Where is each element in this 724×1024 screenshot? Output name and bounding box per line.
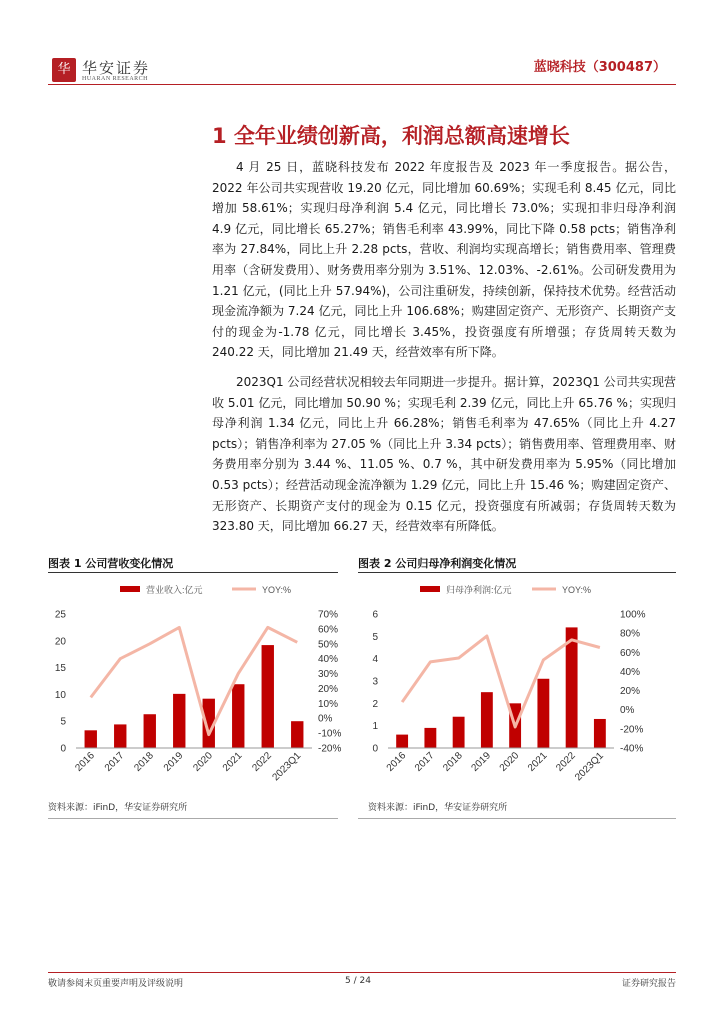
y2-axis-tick-label: 20% xyxy=(620,686,641,698)
x-axis-tick-label: 2023Q1 xyxy=(270,750,304,784)
legend-swatch-bar xyxy=(120,586,140,592)
y2-axis-tick-label: 100% xyxy=(620,609,646,621)
paragraph-annual: 4 月 25 日，蓝晓科技发布 2022 年度报告及 2023 年一季度报告。据公告，2022 年公司共实现营收 19.20 亿元，同比增加 60.69%；实现毛利 8.45 亿元，同比增加 58.61%；实现归母净利润 5.4 亿元，同比增长 73.0%；实现扣非归母净利润 4.9 亿元，同比增长 65.27%；销售毛利率 43.99%，同比下降 0.58 pcts；销售净利率为 27.84%，同比上升 2.28 pcts，营收、利润均实现高增长；销售费用率、管理费用率（含研发费用）、财务费用率分别为 3.51%、12.03%、-2.61%。公司研发费用为 1.21 亿元，(同比上升 57.94%)，公司注重研发，持续创新，保持技术优势。经营活动现金流净额为 7.24 亿元，同比上升 106.68%；购建固定资产、无形资产、长期资产支付的现金为-1.78 亿元，同比增长 3.45%，投资强度有所增强；存货周转天数为 240.22 天，同比增加 21.49 天，经营效率有所下降。 xyxy=(212,160,676,360)
footer-report-type: 证券研究报告 xyxy=(621,979,676,989)
y2-axis-tick-label: 80% xyxy=(620,628,641,640)
figure-2-bottom-rule xyxy=(358,818,676,819)
x-axis-tick-label: 2016 xyxy=(73,750,97,774)
logo-name: 华安证券 xyxy=(82,59,151,77)
y2-axis-tick-label: -40% xyxy=(620,743,644,755)
y-axis-tick-label: 4 xyxy=(372,654,378,666)
bar xyxy=(173,694,185,748)
net-profit-chart xyxy=(356,576,676,796)
y-axis-tick-label: 0 xyxy=(372,743,378,755)
paragraph-q1: 2023Q1 公司经营状况相较去年同期进一步提升。据计算，2023Q1 公司共实现营收 5.01 亿元，同比增加 50.90 %；实现毛利 2.39 亿元，同比上升 65.76 %；实现归母净利润 1.34 亿元，同比上升 66.28%；销售毛利率为 47.65%（同比上升 4.27 pcts）；销售净利率为 27.05 %（同比上升 3.34 pcts）；销售费用率、管理费用率、财务费用率分别为 3.44 %、11.05 %、0.7 %，其中研发费用率为 5.95%（同比增加 0.53 pcts）；经营活动现金流净额为 1.29 亿元，同比上升 15.46 %；购建固定资产、无形资产、长期资产支付的现金为 0.15 亿元，投资强度有所减弱；存货周转天数为 323.80 天，同比增加 66.27 天，经营效率有所降低。 xyxy=(212,375,676,534)
y2-axis-tick-label: 0% xyxy=(620,705,635,717)
y2-axis-tick-label: 60% xyxy=(318,624,339,636)
bar xyxy=(144,714,156,748)
y-axis-tick-label: 10 xyxy=(54,689,66,701)
figure-1-bottom-rule xyxy=(48,818,338,819)
x-axis-tick-label: 2017 xyxy=(102,750,127,774)
section-title: 1 全年业绩创新高，利润总额高速增长 xyxy=(212,124,570,148)
x-axis-tick-label: 2021 xyxy=(525,750,550,774)
logo-english: HUARAN RESEARCH xyxy=(82,76,149,82)
y-axis-tick-label: 20 xyxy=(54,636,66,648)
x-axis-tick-label: 2019 xyxy=(469,750,493,774)
y2-axis-tick-label: 10% xyxy=(318,698,339,710)
bar xyxy=(566,627,578,748)
page-number: 5 / 24 xyxy=(345,976,371,986)
y2-axis-tick-label: 0% xyxy=(318,713,333,725)
y2-axis-tick-label: 60% xyxy=(620,647,641,659)
y-axis-tick-label: 2 xyxy=(372,698,378,710)
figure-1-source: 资料来源：iFinD，华安证券研究所 xyxy=(48,803,188,813)
legend-label-line: YOY:% xyxy=(262,585,292,595)
figure-2-title: 图表 2 公司归母净利润变化情况 xyxy=(358,557,517,570)
y2-axis-tick-label: -20% xyxy=(620,724,644,736)
y-axis-tick-label: 5 xyxy=(372,631,378,643)
bar xyxy=(85,730,97,748)
bar xyxy=(453,717,465,748)
y-axis-tick-label: 5 xyxy=(60,716,66,728)
figure-2-source: 资料来源：iFinD，华安证券研究所 xyxy=(368,803,508,813)
y2-axis-tick-label: -20% xyxy=(318,743,342,755)
x-axis-tick-label: 2021 xyxy=(220,750,245,774)
x-axis-tick-label: 2022 xyxy=(554,750,578,774)
x-axis-tick-label: 2017 xyxy=(412,750,437,774)
y2-axis-tick-label: 40% xyxy=(318,654,339,666)
x-axis-tick-label: 2019 xyxy=(161,750,186,774)
y-axis-tick-label: 3 xyxy=(372,676,378,688)
y2-axis-tick-label: 40% xyxy=(620,666,641,678)
bar xyxy=(481,692,493,748)
revenue-chart xyxy=(40,576,360,796)
footer-divider xyxy=(48,972,676,973)
bar xyxy=(262,645,274,748)
bar xyxy=(424,728,436,748)
y2-axis-tick-label: 20% xyxy=(318,683,339,695)
figure-2-rule xyxy=(358,572,676,573)
y-axis-tick-label: 6 xyxy=(372,609,378,621)
footer-disclaimer: 敬请参阅末页重要声明及评级说明 xyxy=(48,979,184,989)
y2-axis-tick-label: 70% xyxy=(318,609,339,621)
bar xyxy=(114,724,126,748)
bar xyxy=(396,735,408,748)
y-axis-tick-label: 15 xyxy=(54,663,66,675)
bar xyxy=(594,719,606,748)
x-axis-tick-label: 2018 xyxy=(441,750,465,774)
bar xyxy=(537,679,549,748)
y2-axis-tick-label: 30% xyxy=(318,669,339,681)
header-company: 蓝晓科技（300487） xyxy=(533,60,666,75)
legend-label-bar: 归母净利润:亿元 xyxy=(446,585,512,595)
y2-axis-tick-label: 50% xyxy=(318,639,339,651)
y-axis-tick-label: 1 xyxy=(372,721,378,733)
legend-label-bar: 营业收入:亿元 xyxy=(146,585,203,595)
header-divider xyxy=(48,84,676,85)
y2-axis-tick-label: -10% xyxy=(318,728,342,740)
bar xyxy=(232,684,244,748)
logo-mark: 华 xyxy=(57,62,71,77)
x-axis-tick-label: 2020 xyxy=(191,750,215,774)
legend-label-line: YOY:% xyxy=(562,585,592,595)
bar xyxy=(291,721,303,748)
x-axis-tick-label: 2022 xyxy=(250,750,274,774)
x-axis-tick-label: 2016 xyxy=(384,750,409,774)
company-logo xyxy=(52,58,76,82)
figure-1-rule xyxy=(48,572,338,573)
x-axis-tick-label: 2020 xyxy=(497,750,522,774)
y-axis-tick-label: 25 xyxy=(54,609,66,621)
x-axis-tick-label: 2018 xyxy=(132,750,156,774)
x-axis-tick-label: 2023Q1 xyxy=(573,750,606,784)
legend-swatch-bar xyxy=(420,586,440,592)
y-axis-tick-label: 0 xyxy=(60,743,66,755)
figure-1-title: 图表 1 公司营收变化情况 xyxy=(48,557,174,570)
